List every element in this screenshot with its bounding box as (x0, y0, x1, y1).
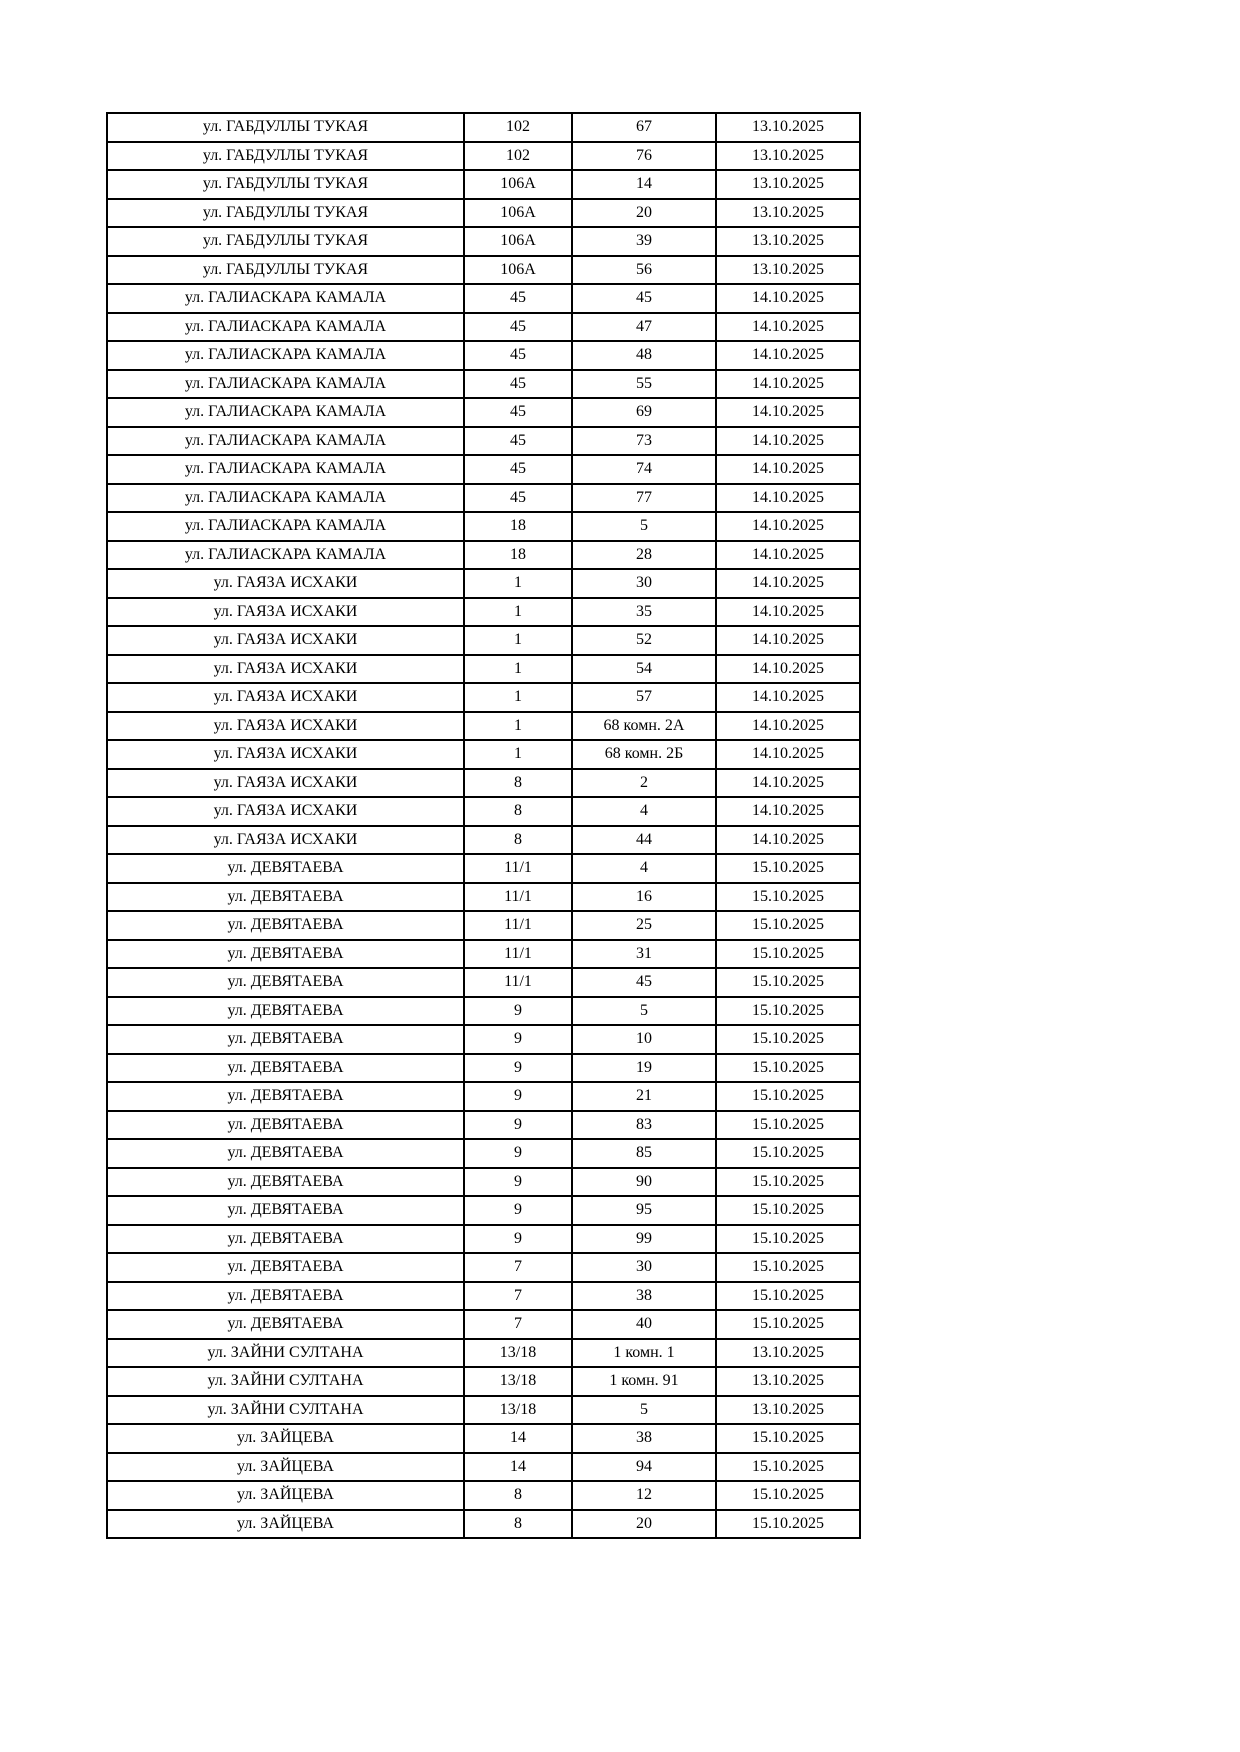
date-cell: 14.10.2025 (716, 284, 860, 313)
table-row (107, 313, 860, 342)
table-row (107, 113, 860, 142)
house-cell: 9 (464, 1139, 572, 1168)
street-cell: ул. ГАЛИАСКАРА КАМАЛА (107, 398, 464, 427)
apartment-cell: 68 комн. 2А (572, 712, 716, 741)
apartment-cell: 19 (572, 1054, 716, 1083)
table-row (107, 1054, 860, 1083)
table-row (107, 1510, 860, 1539)
table-row (107, 1367, 860, 1396)
house-cell: 9 (464, 1168, 572, 1197)
street-cell: ул. ДЕВЯТАЕВА (107, 997, 464, 1026)
house-cell: 11/1 (464, 968, 572, 997)
table-row (107, 854, 860, 883)
date-cell: 13.10.2025 (716, 199, 860, 228)
house-cell: 45 (464, 484, 572, 513)
date-cell: 14.10.2025 (716, 712, 860, 741)
apartment-cell: 56 (572, 256, 716, 285)
date-cell: 14.10.2025 (716, 826, 860, 855)
apartment-cell: 45 (572, 284, 716, 313)
apartment-cell: 2 (572, 769, 716, 798)
house-cell: 8 (464, 1481, 572, 1510)
date-cell: 13.10.2025 (716, 1339, 860, 1368)
date-cell: 15.10.2025 (716, 1196, 860, 1225)
table-row (107, 484, 860, 513)
house-cell: 8 (464, 797, 572, 826)
house-cell: 9 (464, 997, 572, 1026)
table-body (107, 113, 860, 1538)
apartment-cell: 5 (572, 512, 716, 541)
date-cell: 14.10.2025 (716, 512, 860, 541)
apartment-cell: 10 (572, 1025, 716, 1054)
date-cell: 15.10.2025 (716, 883, 860, 912)
street-cell: ул. ЗАЙНИ СУЛТАНА (107, 1396, 464, 1425)
apartment-cell: 35 (572, 598, 716, 627)
table-row (107, 1282, 860, 1311)
table-row (107, 1424, 860, 1453)
street-cell: ул. ДЕВЯТАЕВА (107, 1139, 464, 1168)
street-cell: ул. ДЕВЯТАЕВА (107, 968, 464, 997)
house-cell: 7 (464, 1282, 572, 1311)
table-row (107, 1481, 860, 1510)
date-cell: 14.10.2025 (716, 683, 860, 712)
apartment-cell: 73 (572, 427, 716, 456)
house-cell: 7 (464, 1253, 572, 1282)
house-cell: 106А (464, 199, 572, 228)
apartment-cell: 55 (572, 370, 716, 399)
apartment-cell: 74 (572, 455, 716, 484)
apartment-cell: 5 (572, 997, 716, 1026)
street-cell: ул. ГАЛИАСКАРА КАМАЛА (107, 427, 464, 456)
date-cell: 15.10.2025 (716, 911, 860, 940)
house-cell: 102 (464, 113, 572, 142)
table-row (107, 740, 860, 769)
date-cell: 14.10.2025 (716, 313, 860, 342)
table-row (107, 712, 860, 741)
street-cell: ул. ГАЯЗА ИСХАКИ (107, 740, 464, 769)
street-cell: ул. ДЕВЯТАЕВА (107, 1111, 464, 1140)
table-row (107, 512, 860, 541)
house-cell: 1 (464, 655, 572, 684)
date-cell: 14.10.2025 (716, 341, 860, 370)
table-row (107, 1310, 860, 1339)
apartment-cell: 30 (572, 1253, 716, 1282)
table-row (107, 199, 860, 228)
house-cell: 45 (464, 427, 572, 456)
street-cell: ул. ДЕВЯТАЕВА (107, 1082, 464, 1111)
apartment-cell: 1 комн. 91 (572, 1367, 716, 1396)
house-cell: 106А (464, 256, 572, 285)
date-cell: 13.10.2025 (716, 113, 860, 142)
date-cell: 13.10.2025 (716, 1367, 860, 1396)
date-cell: 15.10.2025 (716, 1139, 860, 1168)
house-cell: 13/18 (464, 1339, 572, 1368)
house-cell: 106А (464, 170, 572, 199)
house-cell: 45 (464, 398, 572, 427)
date-cell: 15.10.2025 (716, 997, 860, 1026)
apartment-cell: 45 (572, 968, 716, 997)
table-row (107, 1111, 860, 1140)
table-row (107, 797, 860, 826)
apartment-cell: 77 (572, 484, 716, 513)
table-row (107, 256, 860, 285)
street-cell: ул. ГАЯЗА ИСХАКИ (107, 655, 464, 684)
street-cell: ул. ДЕВЯТАЕВА (107, 1054, 464, 1083)
house-cell: 7 (464, 1310, 572, 1339)
date-cell: 14.10.2025 (716, 370, 860, 399)
date-cell: 13.10.2025 (716, 227, 860, 256)
house-cell: 1 (464, 569, 572, 598)
apartment-cell: 14 (572, 170, 716, 199)
table-row (107, 341, 860, 370)
apartment-cell: 38 (572, 1424, 716, 1453)
date-cell: 13.10.2025 (716, 256, 860, 285)
street-cell: ул. ГАЛИАСКАРА КАМАЛА (107, 284, 464, 313)
apartment-cell: 31 (572, 940, 716, 969)
house-cell: 9 (464, 1025, 572, 1054)
table-row (107, 968, 860, 997)
date-cell: 14.10.2025 (716, 569, 860, 598)
apartment-cell: 20 (572, 1510, 716, 1539)
table-row (107, 427, 860, 456)
date-cell: 14.10.2025 (716, 427, 860, 456)
street-cell: ул. ДЕВЯТАЕВА (107, 854, 464, 883)
house-cell: 18 (464, 541, 572, 570)
date-cell: 15.10.2025 (716, 1424, 860, 1453)
apartment-cell: 69 (572, 398, 716, 427)
table-row (107, 1082, 860, 1111)
date-cell: 14.10.2025 (716, 655, 860, 684)
street-cell: ул. ДЕВЯТАЕВА (107, 1282, 464, 1311)
apartment-cell: 68 комн. 2Б (572, 740, 716, 769)
table-row (107, 142, 860, 171)
apartment-cell: 54 (572, 655, 716, 684)
street-cell: ул. ГАЯЗА ИСХАКИ (107, 826, 464, 855)
house-cell: 8 (464, 1510, 572, 1539)
street-cell: ул. ГАЛИАСКАРА КАМАЛА (107, 370, 464, 399)
house-cell: 102 (464, 142, 572, 171)
apartment-cell: 94 (572, 1453, 716, 1482)
table-row (107, 683, 860, 712)
house-cell: 45 (464, 455, 572, 484)
table-row (107, 883, 860, 912)
house-cell: 45 (464, 370, 572, 399)
street-cell: ул. ГАБДУЛЛЫ ТУКАЯ (107, 256, 464, 285)
street-cell: ул. ГАЯЗА ИСХАКИ (107, 626, 464, 655)
house-cell: 11/1 (464, 883, 572, 912)
table-row (107, 569, 860, 598)
street-cell: ул. ЗАЙЦЕВА (107, 1481, 464, 1510)
date-cell: 15.10.2025 (716, 1168, 860, 1197)
house-cell: 9 (464, 1082, 572, 1111)
apartment-cell: 47 (572, 313, 716, 342)
street-cell: ул. ГАБДУЛЛЫ ТУКАЯ (107, 113, 464, 142)
street-cell: ул. ДЕВЯТАЕВА (107, 1025, 464, 1054)
table-row (107, 655, 860, 684)
table-row (107, 826, 860, 855)
street-cell: ул. ГАБДУЛЛЫ ТУКАЯ (107, 170, 464, 199)
date-cell: 15.10.2025 (716, 1111, 860, 1140)
house-cell: 14 (464, 1453, 572, 1482)
table-row (107, 940, 860, 969)
street-cell: ул. ГАЛИАСКАРА КАМАЛА (107, 484, 464, 513)
house-cell: 18 (464, 512, 572, 541)
date-cell: 14.10.2025 (716, 541, 860, 570)
date-cell: 14.10.2025 (716, 398, 860, 427)
street-cell: ул. ГАЯЗА ИСХАКИ (107, 769, 464, 798)
date-cell: 14.10.2025 (716, 455, 860, 484)
table-row (107, 1253, 860, 1282)
date-cell: 13.10.2025 (716, 142, 860, 171)
house-cell: 8 (464, 769, 572, 798)
house-cell: 14 (464, 1424, 572, 1453)
house-cell: 13/18 (464, 1367, 572, 1396)
house-cell: 1 (464, 740, 572, 769)
street-cell: ул. ГАБДУЛЛЫ ТУКАЯ (107, 199, 464, 228)
house-cell: 8 (464, 826, 572, 855)
table-row (107, 911, 860, 940)
date-cell: 14.10.2025 (716, 626, 860, 655)
house-cell: 11/1 (464, 854, 572, 883)
date-cell: 14.10.2025 (716, 484, 860, 513)
apartment-cell: 44 (572, 826, 716, 855)
date-cell: 14.10.2025 (716, 797, 860, 826)
street-cell: ул. ЗАЙНИ СУЛТАНА (107, 1367, 464, 1396)
street-cell: ул. ДЕВЯТАЕВА (107, 1310, 464, 1339)
date-cell: 15.10.2025 (716, 1082, 860, 1111)
apartment-cell: 4 (572, 797, 716, 826)
street-cell: ул. ДЕВЯТАЕВА (107, 1196, 464, 1225)
table-row (107, 284, 860, 313)
table-row (107, 370, 860, 399)
street-cell: ул. ЗАЙЦЕВА (107, 1424, 464, 1453)
street-cell: ул. ГАЯЗА ИСХАКИ (107, 598, 464, 627)
street-cell: ул. ДЕВЯТАЕВА (107, 1225, 464, 1254)
date-cell: 15.10.2025 (716, 1253, 860, 1282)
table-row (107, 398, 860, 427)
date-cell: 13.10.2025 (716, 1396, 860, 1425)
table-row (107, 541, 860, 570)
house-cell: 45 (464, 341, 572, 370)
table-row (107, 997, 860, 1026)
street-cell: ул. ЗАЙНИ СУЛТАНА (107, 1339, 464, 1368)
table-row (107, 1196, 860, 1225)
date-cell: 14.10.2025 (716, 598, 860, 627)
apartment-cell: 52 (572, 626, 716, 655)
address-table (106, 112, 861, 1539)
apartment-cell: 20 (572, 199, 716, 228)
apartment-cell: 38 (572, 1282, 716, 1311)
date-cell: 15.10.2025 (716, 1025, 860, 1054)
apartment-cell: 76 (572, 142, 716, 171)
apartment-cell: 1 комн. 1 (572, 1339, 716, 1368)
date-cell: 15.10.2025 (716, 1054, 860, 1083)
street-cell: ул. ГАБДУЛЛЫ ТУКАЯ (107, 142, 464, 171)
table-row (107, 1025, 860, 1054)
house-cell: 9 (464, 1111, 572, 1140)
house-cell: 9 (464, 1196, 572, 1225)
street-cell: ул. ДЕВЯТАЕВА (107, 1253, 464, 1282)
apartment-cell: 30 (572, 569, 716, 598)
street-cell: ул. ГАЛИАСКАРА КАМАЛА (107, 512, 464, 541)
street-cell: ул. ГАЛИАСКАРА КАМАЛА (107, 541, 464, 570)
street-cell: ул. ГАЛИАСКАРА КАМАЛА (107, 455, 464, 484)
date-cell: 15.10.2025 (716, 968, 860, 997)
street-cell: ул. ГАЛИАСКАРА КАМАЛА (107, 341, 464, 370)
date-cell: 15.10.2025 (716, 940, 860, 969)
table-row (107, 455, 860, 484)
apartment-cell: 57 (572, 683, 716, 712)
table-row (107, 769, 860, 798)
apartment-cell: 39 (572, 227, 716, 256)
table-row (107, 170, 860, 199)
apartment-cell: 67 (572, 113, 716, 142)
table-row (107, 598, 860, 627)
street-cell: ул. ЗАЙЦЕВА (107, 1453, 464, 1482)
house-cell: 45 (464, 284, 572, 313)
apartment-cell: 25 (572, 911, 716, 940)
apartment-cell: 40 (572, 1310, 716, 1339)
house-cell: 11/1 (464, 911, 572, 940)
house-cell: 45 (464, 313, 572, 342)
house-cell: 106А (464, 227, 572, 256)
apartment-cell: 90 (572, 1168, 716, 1197)
date-cell: 15.10.2025 (716, 1310, 860, 1339)
date-cell: 14.10.2025 (716, 769, 860, 798)
date-cell: 14.10.2025 (716, 740, 860, 769)
street-cell: ул. ГАБДУЛЛЫ ТУКАЯ (107, 227, 464, 256)
table-row (107, 1139, 860, 1168)
date-cell: 15.10.2025 (716, 1282, 860, 1311)
street-cell: ул. ГАЯЗА ИСХАКИ (107, 569, 464, 598)
table-row (107, 227, 860, 256)
apartment-cell: 5 (572, 1396, 716, 1425)
apartment-cell: 85 (572, 1139, 716, 1168)
street-cell: ул. ГАЯЗА ИСХАКИ (107, 797, 464, 826)
date-cell: 15.10.2025 (716, 1481, 860, 1510)
street-cell: ул. ДЕВЯТАЕВА (107, 883, 464, 912)
apartment-cell: 4 (572, 854, 716, 883)
house-cell: 9 (464, 1054, 572, 1083)
table-row (107, 1225, 860, 1254)
date-cell: 15.10.2025 (716, 1453, 860, 1482)
table-row (107, 1396, 860, 1425)
date-cell: 15.10.2025 (716, 1225, 860, 1254)
street-cell: ул. ЗАЙЦЕВА (107, 1510, 464, 1539)
house-cell: 1 (464, 683, 572, 712)
apartment-cell: 21 (572, 1082, 716, 1111)
table-row (107, 1339, 860, 1368)
table-row (107, 1168, 860, 1197)
house-cell: 1 (464, 626, 572, 655)
street-cell: ул. ДЕВЯТАЕВА (107, 1168, 464, 1197)
house-cell: 9 (464, 1225, 572, 1254)
apartment-cell: 48 (572, 341, 716, 370)
street-cell: ул. ГАЛИАСКАРА КАМАЛА (107, 313, 464, 342)
date-cell: 15.10.2025 (716, 1510, 860, 1539)
apartment-cell: 95 (572, 1196, 716, 1225)
street-cell: ул. ДЕВЯТАЕВА (107, 940, 464, 969)
apartment-cell: 16 (572, 883, 716, 912)
apartment-cell: 28 (572, 541, 716, 570)
apartment-cell: 99 (572, 1225, 716, 1254)
street-cell: ул. ГАЯЗА ИСХАКИ (107, 683, 464, 712)
date-cell: 15.10.2025 (716, 854, 860, 883)
street-cell: ул. ГАЯЗА ИСХАКИ (107, 712, 464, 741)
house-cell: 11/1 (464, 940, 572, 969)
table-row (107, 1453, 860, 1482)
house-cell: 13/18 (464, 1396, 572, 1425)
apartment-cell: 12 (572, 1481, 716, 1510)
table-row (107, 626, 860, 655)
apartment-cell: 83 (572, 1111, 716, 1140)
date-cell: 13.10.2025 (716, 170, 860, 199)
house-cell: 1 (464, 598, 572, 627)
house-cell: 1 (464, 712, 572, 741)
street-cell: ул. ДЕВЯТАЕВА (107, 911, 464, 940)
